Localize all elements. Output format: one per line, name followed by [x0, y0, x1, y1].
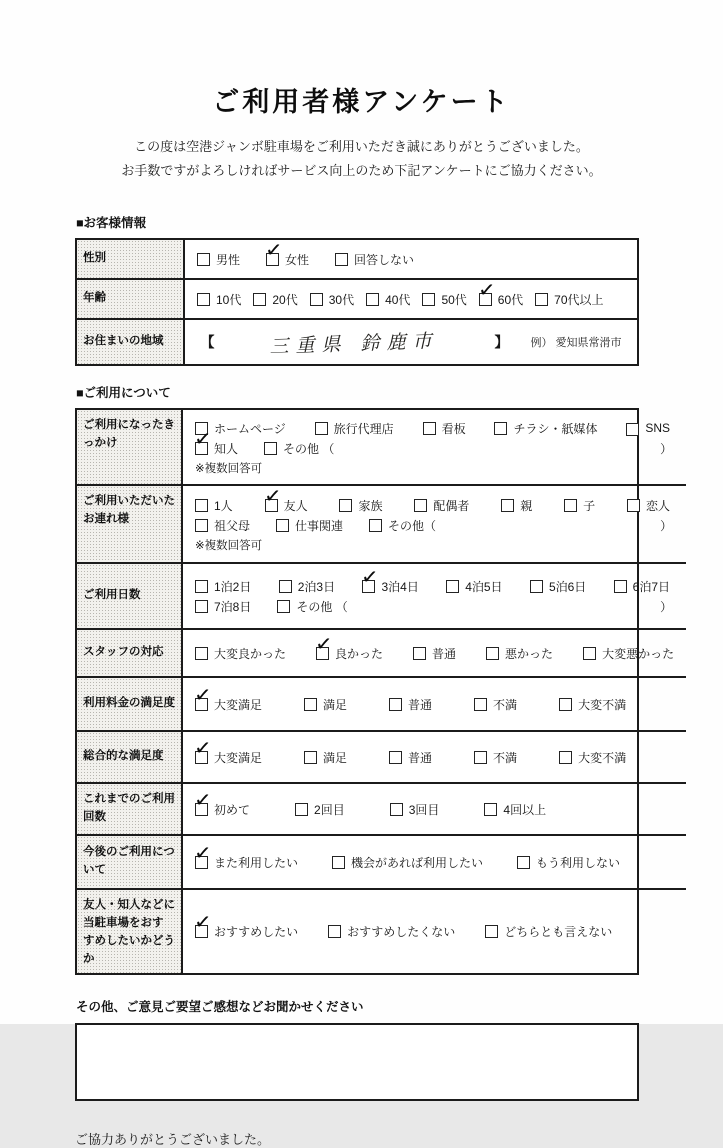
row-cell-companion — [183, 484, 686, 562]
checkbox-option[interactable] — [339, 497, 382, 514]
checkbox-icon[interactable] — [614, 580, 627, 593]
checkbox-option[interactable] — [195, 578, 251, 595]
overall-option-line — [193, 735, 674, 767]
checkbox-option[interactable] — [423, 420, 466, 437]
option-label: 友人 — [283, 498, 308, 513]
option-label: 大変満足 — [214, 750, 263, 765]
check-mark-icon: ✓ — [360, 564, 380, 591]
recommend-option-line — [193, 909, 674, 942]
checkbox-icon[interactable] — [276, 519, 289, 532]
multi-answer-note: ※複数回答可 — [195, 463, 263, 476]
option-label: 良かった — [335, 646, 384, 661]
check-mark-icon: ✓ — [193, 682, 213, 709]
row-label-future: 今後のご利用について — [77, 834, 183, 888]
future-option-line — [193, 840, 674, 872]
section-heading-customer-info: ■お客様情報 — [76, 216, 147, 231]
checkbox-icon[interactable] — [197, 293, 210, 306]
bracket-close: 】 — [494, 334, 509, 351]
checkbox-icon[interactable] — [530, 580, 543, 593]
option-label: 機会があれば利用したい — [351, 855, 484, 870]
checkbox-icon[interactable] — [501, 499, 514, 512]
row-label-gender: 性別 — [77, 240, 185, 278]
checkbox-option[interactable] — [389, 749, 432, 766]
comments-heading: その他、ご意見ご要望ご感想などお聞かせください — [76, 1000, 364, 1015]
checkbox-option[interactable] — [193, 682, 263, 713]
check-mark-icon: ✓ — [477, 277, 496, 304]
checkbox-option[interactable] — [369, 517, 436, 534]
checkbox-option[interactable] — [517, 854, 620, 871]
companion-line-1 — [195, 483, 674, 515]
nights-options-2 — [195, 598, 348, 615]
checkbox-option[interactable] — [564, 497, 595, 514]
checkbox-option[interactable] — [304, 749, 347, 766]
option-label: 仕事関連 — [295, 518, 344, 533]
row-cell-age — [185, 278, 637, 318]
check-mark-icon: ✓ — [193, 426, 213, 453]
row-label-age: 年齢 — [77, 278, 185, 318]
page-title: ご利用者様アンケート — [212, 87, 511, 117]
paren-close: ） — [660, 599, 673, 614]
bracket-open: 【 — [200, 334, 215, 351]
row-label-staff: スタッフの対応 — [77, 628, 183, 676]
checkbox-icon[interactable] — [193, 426, 213, 455]
checkbox-option[interactable] — [360, 564, 419, 595]
checkbox-option[interactable] — [197, 291, 241, 308]
check-mark-icon: ✓ — [263, 483, 282, 510]
row-label-nights: ご利用日数 — [77, 562, 183, 628]
checkbox-option[interactable] — [195, 517, 250, 534]
option-label: おすすめしたくない — [347, 925, 456, 940]
option-label: 普通 — [408, 750, 433, 765]
checkbox-option[interactable] — [304, 696, 347, 713]
option-label: 2泊3日 — [297, 579, 336, 594]
checkbox-icon[interactable] — [474, 698, 487, 711]
checkbox-option[interactable] — [627, 497, 670, 514]
checkbox-option[interactable] — [193, 787, 251, 818]
checkbox-option[interactable] — [315, 420, 394, 437]
row-cell-area — [185, 318, 637, 364]
check-mark-icon: ✓ — [193, 787, 213, 814]
checkbox-icon[interactable] — [559, 751, 572, 764]
checkbox-icon[interactable] — [485, 925, 498, 938]
checkbox-icon[interactable] — [474, 751, 487, 764]
checkbox-icon[interactable] — [422, 293, 435, 306]
checkbox-icon[interactable] — [369, 519, 382, 532]
option-label: 大変悪かった — [602, 646, 675, 661]
checkbox-icon[interactable] — [304, 751, 317, 764]
row-cell-future — [183, 834, 686, 888]
row-cell-overall — [183, 730, 686, 782]
option-label: 看板 — [441, 421, 466, 436]
checkbox-icon[interactable] — [195, 600, 208, 613]
thanks-note: ご協力ありがとうございました。 — [75, 1132, 271, 1148]
row-cell-staff — [183, 628, 686, 676]
checkbox-icon[interactable] — [253, 293, 266, 306]
nights-options-1 — [195, 564, 674, 595]
row-label-recommend: 友人・知人などに当駐車場をおすすめしたいかどうか — [77, 888, 183, 973]
option-label: もう利用しない — [536, 855, 621, 870]
row-label-area: お住まいの地域 — [77, 318, 185, 364]
recommend-options — [193, 909, 613, 940]
section-heading-usage: ■ご利用について — [76, 386, 171, 401]
option-label: その他 （ — [296, 599, 348, 614]
checkbox-option[interactable] — [559, 696, 626, 713]
checkbox-option[interactable] — [474, 696, 517, 713]
paren-close: ） — [660, 441, 673, 456]
checkbox-icon[interactable] — [390, 803, 403, 816]
row-label-price: 利用料金の満足度 — [77, 676, 183, 730]
age-option-line — [197, 277, 625, 309]
checkbox-option[interactable] — [335, 251, 414, 268]
checkbox-option[interactable] — [486, 645, 553, 662]
option-label: 親 — [520, 498, 533, 513]
option-label: 2回目 — [314, 802, 345, 817]
checkbox-option[interactable] — [422, 291, 466, 308]
checkbox-option[interactable] — [485, 923, 612, 940]
checkbox-icon[interactable] — [389, 751, 402, 764]
checkbox-icon[interactable] — [494, 422, 507, 435]
checkbox-option[interactable] — [197, 251, 240, 268]
checkbox-option[interactable] — [494, 420, 597, 437]
option-label: 4回以上 — [503, 802, 547, 817]
area-example: 例） 愛知県常滑市 — [530, 337, 622, 350]
checkbox-icon[interactable] — [328, 925, 341, 938]
option-label: また利用したい — [214, 855, 299, 870]
checkbox-icon[interactable] — [193, 840, 213, 869]
option-label: チラシ・紙媒体 — [513, 421, 598, 436]
age-options — [197, 277, 604, 308]
intro-line-1: この度は空港ジャンボ駐車場をご利用いただき誠にありがとうございました。 — [134, 139, 589, 154]
checkbox-option[interactable] — [332, 854, 483, 871]
option-label: 大変良かった — [214, 646, 287, 661]
checkbox-icon[interactable] — [195, 519, 208, 532]
option-label: 初めて — [214, 802, 251, 817]
checkbox-icon[interactable] — [193, 682, 213, 711]
checkbox-icon[interactable] — [484, 803, 497, 816]
option-label: 10代 — [216, 292, 242, 307]
times-option-line — [193, 787, 674, 819]
checkbox-icon[interactable] — [195, 499, 208, 512]
option-label: その他 （ — [283, 441, 335, 456]
row-cell-trigger — [183, 410, 686, 484]
checkbox-option[interactable] — [277, 598, 347, 615]
checkbox-option[interactable] — [195, 598, 251, 615]
comments-box[interactable] — [75, 1023, 639, 1101]
checkbox-option[interactable] — [193, 909, 299, 940]
checkbox-icon[interactable] — [423, 422, 436, 435]
checkbox-option[interactable] — [295, 801, 345, 818]
checkbox-option[interactable] — [310, 291, 354, 308]
checkbox-option[interactable] — [389, 696, 432, 713]
option-label: 恋人 — [646, 498, 671, 513]
checkbox-option[interactable] — [530, 578, 586, 595]
gender-option-line — [197, 237, 625, 269]
checkbox-icon[interactable] — [564, 499, 577, 512]
row-label-times: これまでのご利用回数 — [77, 782, 183, 834]
option-label: 悪かった — [505, 646, 554, 661]
multi-answer-note: ※複数回答可 — [195, 540, 263, 553]
checkbox-icon[interactable] — [195, 422, 208, 435]
row-cell-recommend — [183, 888, 686, 973]
checkbox-option[interactable] — [413, 645, 456, 662]
option-label: 60代 — [497, 292, 524, 307]
checkbox-icon[interactable] — [264, 237, 284, 266]
row-label-trigger: ご利用になったきっかけ — [77, 410, 183, 484]
checkbox-icon[interactable] — [535, 293, 548, 306]
option-label: 祖父母 — [214, 518, 251, 533]
checkbox-option[interactable] — [195, 497, 233, 514]
checkbox-icon[interactable] — [335, 253, 348, 266]
nights-line-2 — [195, 596, 674, 616]
checkbox-icon[interactable] — [360, 564, 380, 593]
staff-option-line — [195, 631, 675, 663]
checkbox-icon[interactable] — [304, 698, 317, 711]
checkbox-icon[interactable] — [477, 277, 496, 306]
checkbox-icon[interactable] — [193, 735, 213, 764]
usage-table — [75, 408, 675, 975]
checkbox-icon[interactable] — [315, 422, 328, 435]
price-options — [193, 682, 627, 713]
option-label: どちらとも言えない — [504, 925, 613, 940]
companion-line-2 — [195, 515, 674, 535]
checkbox-option[interactable] — [366, 291, 410, 308]
checkbox-icon[interactable] — [197, 253, 210, 266]
option-label: 配偶者 — [433, 498, 470, 513]
checkbox-icon[interactable] — [195, 647, 208, 660]
checkbox-icon[interactable] — [626, 423, 639, 436]
option-label: 子 — [583, 498, 596, 513]
checkbox-option[interactable] — [328, 923, 455, 940]
intro-text — [0, 135, 723, 183]
option-label: その他（ — [388, 518, 437, 533]
price-option-line — [193, 682, 674, 714]
intro-line-2: お手数ですがよろしければサービス向上のため下記アンケートにご協力ください。 — [121, 163, 602, 179]
checkbox-icon[interactable] — [279, 580, 292, 593]
checkbox-option[interactable] — [477, 277, 524, 308]
option-label: 不満 — [493, 697, 518, 712]
row-cell-times — [183, 782, 686, 834]
check-mark-icon: ✓ — [193, 735, 213, 762]
option-label: 満足 — [323, 697, 348, 712]
check-mark-icon: ✓ — [314, 631, 334, 658]
option-label: 7泊8日 — [214, 599, 252, 614]
checkbox-option[interactable] — [535, 291, 603, 308]
checkbox-option[interactable] — [474, 749, 517, 766]
companion-options-1 — [195, 483, 674, 514]
check-mark-icon: ✓ — [193, 840, 213, 867]
option-label: 3泊4日 — [381, 579, 419, 594]
option-label: SNS — [645, 420, 671, 435]
row-cell-price — [183, 676, 686, 730]
option-label: 普通 — [432, 646, 457, 661]
option-label: おすすめしたい — [214, 925, 299, 940]
checkbox-option[interactable] — [614, 578, 670, 595]
checkbox-icon[interactable] — [193, 787, 213, 816]
option-label: 大変不満 — [578, 750, 627, 765]
checkbox-option[interactable] — [314, 631, 384, 662]
option-label: 不満 — [493, 750, 518, 765]
future-options — [193, 840, 621, 871]
checkbox-option[interactable] — [446, 578, 502, 595]
checkbox-option[interactable] — [626, 421, 670, 436]
checkbox-icon[interactable] — [446, 580, 459, 593]
customer-info-table — [75, 238, 639, 366]
option-label: 1泊2日 — [214, 579, 252, 594]
row-cell-gender — [185, 237, 637, 278]
checkbox-icon[interactable] — [366, 293, 379, 306]
checkbox-icon[interactable] — [559, 698, 572, 711]
option-label: 男性 — [216, 252, 241, 267]
option-label: 大変不満 — [578, 697, 627, 712]
checkbox-option[interactable] — [484, 801, 546, 818]
option-label: 6泊7日 — [632, 579, 671, 594]
trigger-options-1 — [195, 420, 674, 437]
checkbox-icon[interactable] — [332, 856, 345, 869]
option-label: 1人 — [214, 498, 233, 513]
checkbox-option[interactable] — [501, 497, 532, 514]
paren-close: ） — [660, 518, 673, 533]
checkbox-icon[interactable] — [413, 647, 426, 660]
checkbox-icon[interactable] — [195, 580, 208, 593]
form-content — [75, 213, 675, 1148]
checkbox-option[interactable] — [583, 645, 674, 662]
option-label: 家族 — [358, 498, 383, 513]
checkbox-icon[interactable] — [389, 698, 402, 711]
option-label: 3回目 — [408, 802, 440, 817]
checkbox-option[interactable] — [195, 645, 286, 662]
checkbox-icon[interactable] — [339, 499, 352, 512]
checkbox-option[interactable] — [276, 517, 343, 534]
option-label: ホームページ — [214, 421, 286, 436]
checkbox-option[interactable] — [253, 291, 297, 308]
checkbox-icon[interactable] — [277, 600, 290, 613]
checkbox-option[interactable] — [390, 801, 440, 818]
trigger-line-1 — [195, 418, 674, 438]
checkbox-icon[interactable] — [486, 647, 499, 660]
overall-options — [193, 735, 627, 766]
row-cell-nights — [183, 562, 686, 628]
option-label: 50代 — [441, 292, 467, 307]
checkbox-icon[interactable] — [310, 293, 323, 306]
checkbox-option[interactable] — [264, 237, 310, 268]
checkbox-option[interactable] — [193, 735, 263, 766]
check-mark-icon: ✓ — [264, 237, 284, 264]
checkbox-option[interactable] — [414, 497, 469, 514]
option-label: 30代 — [328, 292, 355, 307]
checkbox-icon[interactable] — [314, 631, 334, 660]
checkbox-icon[interactable] — [263, 483, 282, 512]
staff-options — [195, 631, 675, 662]
option-label: 40代 — [385, 292, 411, 307]
option-label: 普通 — [408, 697, 433, 712]
option-label: 20代 — [272, 292, 298, 307]
checkbox-icon[interactable] — [295, 803, 308, 816]
checkbox-option[interactable] — [263, 483, 308, 514]
nights-line-1 — [195, 564, 674, 596]
checkbox-icon[interactable] — [264, 442, 277, 455]
checkbox-option[interactable] — [193, 426, 239, 457]
times-options — [193, 787, 547, 818]
handwritten-area-value[interactable]: 三重県 鈴鹿市 — [269, 329, 440, 358]
option-label: 回答しない — [354, 252, 415, 267]
companion-options-2 — [195, 517, 436, 534]
option-label: 70代以上 — [554, 292, 604, 307]
checkbox-option[interactable] — [195, 420, 286, 437]
gender-options — [197, 237, 415, 268]
row-label-companion: ご利用いただいたお連れ様 — [77, 484, 183, 562]
check-mark-icon: ✓ — [193, 909, 213, 936]
row-label-overall: 総合的な満足度 — [77, 730, 183, 782]
option-label: 女性 — [285, 252, 310, 267]
checkbox-option[interactable] — [559, 749, 626, 766]
checkbox-icon[interactable] — [583, 647, 596, 660]
checkbox-option[interactable] — [279, 578, 335, 595]
option-label: 満足 — [323, 750, 348, 765]
option-label: 4泊5日 — [465, 579, 503, 594]
checkbox-icon[interactable] — [517, 856, 530, 869]
checkbox-icon[interactable] — [193, 909, 213, 938]
checkbox-option[interactable] — [264, 440, 334, 457]
checkbox-option[interactable] — [193, 840, 299, 871]
option-label: 旅行代理店 — [333, 421, 394, 436]
option-label: 5泊6日 — [548, 579, 587, 594]
option-label: 知人 — [214, 441, 239, 456]
checkbox-icon[interactable] — [627, 499, 640, 512]
option-label: 大変満足 — [214, 697, 263, 712]
checkbox-icon[interactable] — [414, 499, 427, 512]
